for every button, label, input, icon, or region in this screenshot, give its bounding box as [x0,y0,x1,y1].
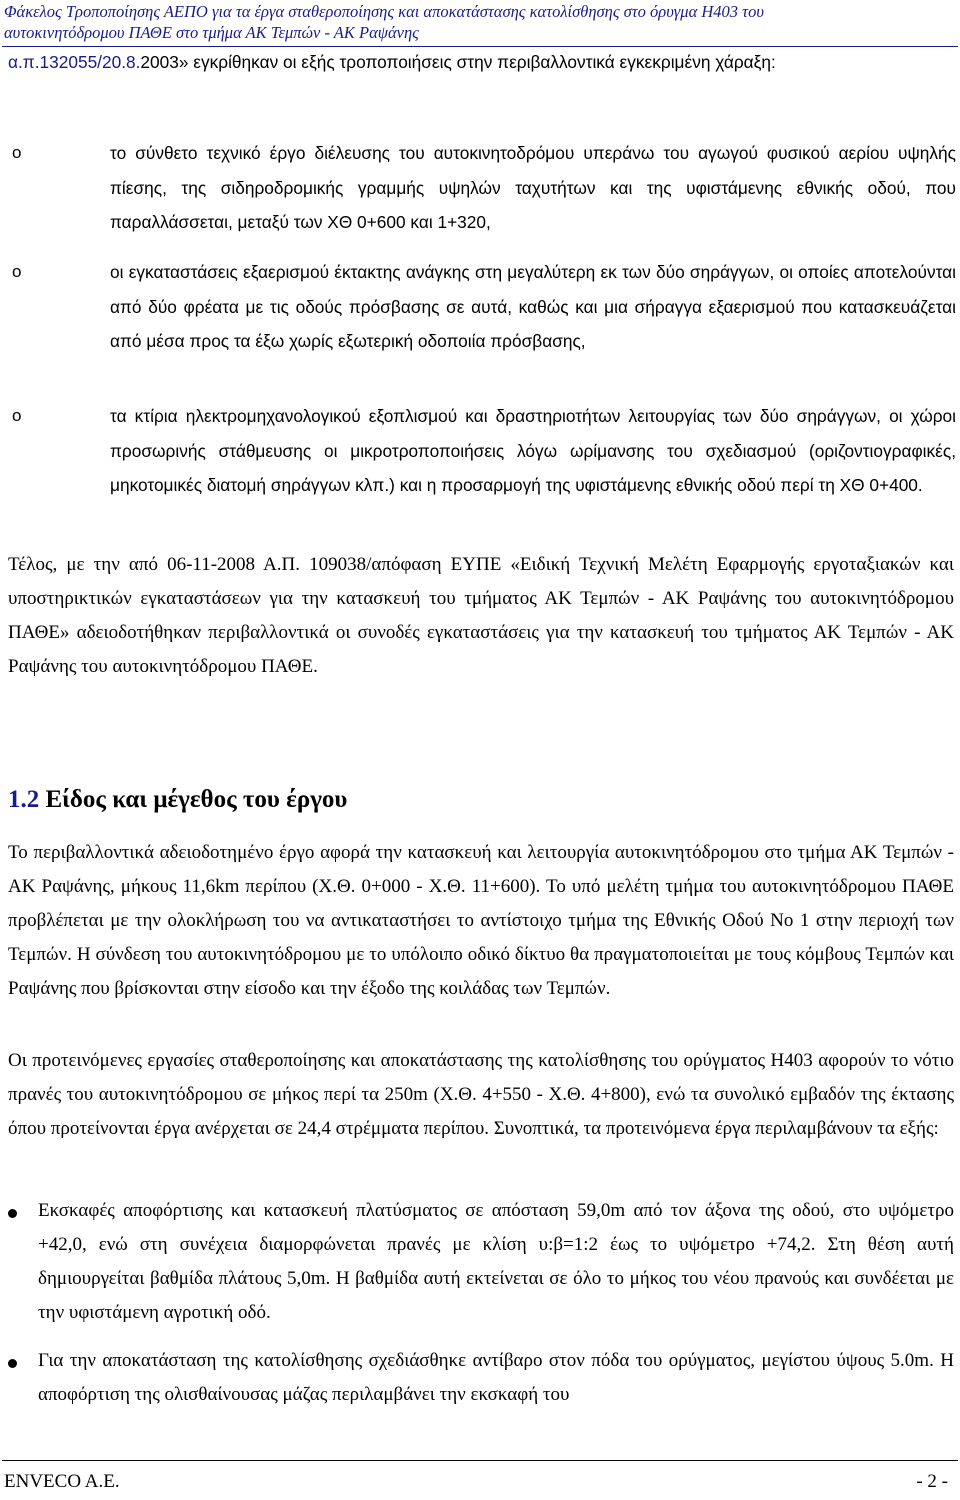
page-number: - 2 - [916,1471,948,1492]
section-title: Είδος και μέγεθος του έργου [39,786,348,813]
list-marker: o [12,262,22,281]
footer-company: ENVECO A.E. [4,1471,120,1492]
intro-paragraph [8,45,954,80]
paragraph-proposed-works: Οι προτεινόμενες εργασίες σταθεροποίησης και αποκατάστασης της κατολίσθησης του ορύγματος Η403 αφορούν το νότιο πρανές του αυτοκινητόδρομου σε μήκος περί τα 250m (Χ.Θ. 4+550 - Χ.Θ. 4+800), ενώ τα συνολικό εμβαδόν της έκτασης όπου προτείνονται έργα ανέρχεται σε 24,4 στρέμματα περίπου. Συνοπτικά, τα προτεινόμενα έργα περιλαμβάνουν τα εξής: [8,1050,954,1139]
sub-list-item-text: οι εγκαταστάσεις εξαερισμού έκτακτης ανάγκης στη μεγαλύτερη εκ των δύο σηράγγων, οι οποίες αποτελούνται από δύο φρέατα με τις οδούς πρόσβασης σε αυτά, καθώς και μια σήραγγα εξαερισμού που κατασκευάζεται από μέσα προς τα έξω χωρίς εξωτερική οδοποιία πρόσβασης, [110,262,956,351]
intro-text: 2003» εγκρίθηκαν οι εξής τροποποιήσεις στην περιβαλλοντικά εγκεκριμένη χάραξη: [140,52,776,72]
sub-list-item-text: τα κτίρια ηλεκτρομηχανολογικού εξοπλισμού και δραστηριοτήτων λειτουργίας των δύο σηράγγων, οι χώροι προσωρινής στάθμευσης οι μικροτροποποιήσεις λόγω ωρίμανσης του σχεδιασμού (οριζοντιογραφικές, μηκοτομικές διατομή σηράγγων κλπ.) και η προσαρμογή της υφιστάμενης εθνικής οδού περί τη ΧΘ 0+400. [110,406,956,495]
bullet-icon [8,1209,17,1218]
header-line-2: αυτοκινητόδρομου ΠΑΘΕ στο τμήμα ΑΚ Τεμπών - ΑΚ Ραψάνης [4,23,419,42]
sub-list-item-text: το σύνθετο τεχνικό έργο διέλευσης του αυτοκινητοδρόμου υπεράνω του αγωγού φυσικού αερίου υψηλής πίεσης, της σιδηροδρομικής γραμμής υψηλών ταχυτήτων και της υφιστάμενης εθνικής οδού, που παραλλάσσεται, μεταξύ των ΧΘ 0+600 και 1+320, [110,143,956,232]
paragraph-project-scope: Το περιβαλλοντικά αδειοδοτημένο έργο αφορά την κατασκευή και λειτουργία αυτοκινητόδρομου στο τμήμα ΑΚ Τεμπών - ΑΚ Ραψάνης, μήκους 11,6km περίπου (Χ.Θ. 0+000 - Χ.Θ. 11+600). Το υπό μελέτη τμήμα του αυτοκινητόδρομου ΠΑΘΕ προβλέπεται με την ολοκλήρωση του να αντικαταστήσει το αντίστοιχο τμήμα της Εθνικής Οδού Νο 1 στην περιοχή των Τεμπών. Η σύνδεση του αυτοκινητόδρομου με το υπόλοιπο οδικό δίκτυο θα πραγματοποιείται με τους κόμβους Τεμπών και Ραψάνης που βρίσκονται στην είσοδο και την έξοδο της κοιλάδας των Τεμπών. [8,842,954,999]
page-footer [0,1460,960,1500]
list-marker: o [12,143,22,162]
paragraph-final-approval: Τέλος, με την από 06-11-2008 Α.Π. 109038/απόφαση ΕΥΠΕ «Ειδική Τεχνική Μελέτη Εφαρμογής εργοταξιακών και υποστηρικτικών εγκαταστάσεων για την κατασκευή του τμήματος ΑΚ Τεμπών - ΑΚ Ραψάνης του αυτοκινητόδρομου ΠΑΘΕ» αδειοδοτήθηκαν περιβαλλοντικά οι συνοδές εγκαταστάσεις για την κατασκευή του τμήματος ΑΚ Τεμπών - ΑΚ Ραψάνης του αυτοκινητόδρομου ΠΑΘΕ. [8,554,954,677]
bullet-icon [8,1359,17,1368]
footer-rule [2,1460,958,1461]
bullet-text: Για την αποκατάσταση της κατολίσθησης σχεδιάσθηκε αντίβαρο στον πόδα του ορύγματος, μεγίστου ύψους 5.0m. Η αποφόρτιση της ολισθαίνουσας μάζας περιλαμβάνει την εκσκαφή του [38,1350,954,1405]
section-heading [8,780,347,820]
intro-reference: α.π.132055/20.8. [8,52,141,72]
list-marker: o [12,406,22,425]
section-number: 1.2 [8,786,40,813]
bullet-text: Εκσκαφές αποφόρτισης και κατασκευή πλατύσματος σε απόσταση 59,0m από τον άξονα της οδού, στο υψόμετρο +42,0, ενώ στη συνέχεια διαμορφώνεται πρανές με κλίση υ:β=1:2 έως το υψόμετρο +74,2. Στη θέση αυτή δημιουργείται βαθμίδα πλάτους 5,0m. Η βαθμίδα αυτή εκτείνεται σε όλο το μήκος του νέου πρανούς και συνδέεται με την υφιστάμενη αγροτική οδό. [38,1200,954,1323]
header-line-1: Φάκελος Τροποποίησης ΑΕΠΟ για τα έργα σταθεροποίησης και αποκατάστασης κατολίσθησης στο όρυγμα Η403 του [4,2,764,21]
